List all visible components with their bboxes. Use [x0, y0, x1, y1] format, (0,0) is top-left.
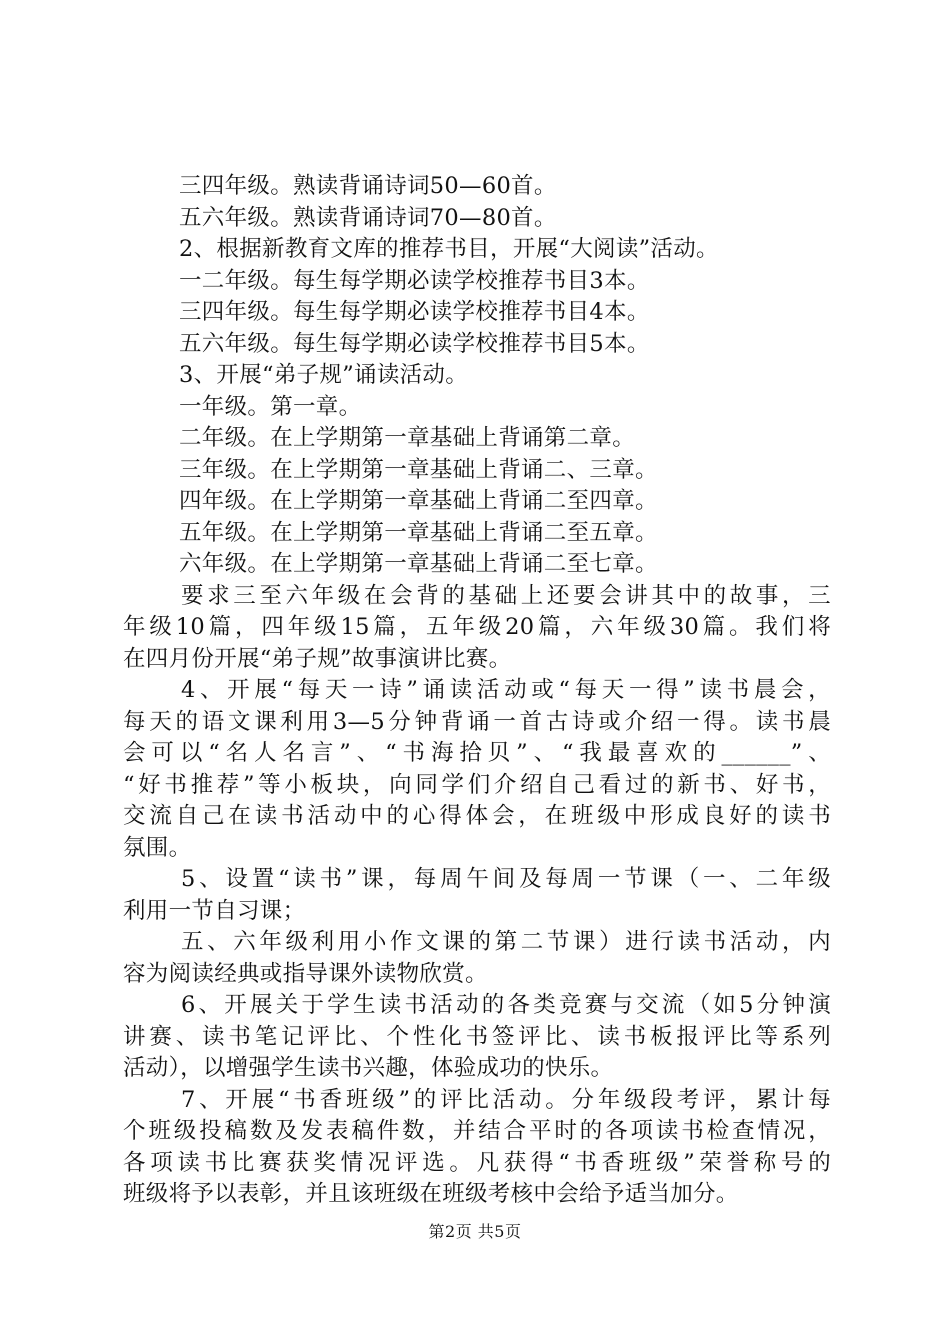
text-line: 六年级。在上学期第一章基础上背诵二至七章。: [179, 551, 658, 577]
text-line: 一年级。第一章。: [179, 393, 362, 420]
text-line: 每天的语文课利用3—5分钟背诵一首古诗或介绍一得。读书晨: [123, 708, 831, 735]
text-line: 五六年级。熟读背诵诗词70—80首。: [179, 204, 557, 231]
text-line: 讲赛、读书笔记评比、个性化书签评比、读书板报评比等系列: [123, 1023, 831, 1050]
text-line: 在四月份开展“弟子规”故事演讲比赛。: [123, 645, 512, 672]
text-line: 4、开展“每天一诗”诵读活动或“每天一得”读书晨会，: [181, 677, 831, 703]
text-line: 6、开展关于学生读书活动的各类竞赛与交流（如5分钟演: [181, 992, 831, 1018]
document-body: [123, 171, 831, 1211]
text-line: 二年级。在上学期第一章基础上背诵第二章。: [179, 425, 636, 451]
text-line: 一二年级。每生每学期必读学校推荐书目3本。: [179, 267, 650, 294]
text-line: 2、根据新教育文库的推荐书目，开展“大阅读”活动。: [179, 236, 719, 262]
text-line: 五六年级。每生每学期必读学校推荐书目5本。: [179, 330, 650, 357]
text-line: 四年级。在上学期第一章基础上背诵二至四章。: [179, 488, 658, 514]
text-line: 会可以“名人名言”、“书海拾贝”、“我最喜欢的______”、: [123, 740, 831, 766]
text-line: 5、设置“读书”课，每周午间及每周一节课（一、二年级: [181, 866, 831, 892]
text-line: 7、开展“书香班级”的评比活动。分年级段考评，累计每: [181, 1086, 831, 1113]
text-line: 活动），以增强学生读书兴趣，体验成功的快乐。: [123, 1055, 614, 1081]
text-line: 氛围。: [123, 834, 192, 861]
text-line: 各项读书比赛获奖情况评选。凡获得“书香班级”荣誉称号的: [123, 1149, 831, 1176]
text-line: 容为阅读经典或指导课外读物欣赏。: [123, 960, 488, 987]
text-line: 五年级。在上学期第一章基础上背诵二至五章。: [179, 519, 658, 546]
text-line: 五、六年级利用小作文课的第二节课）进行读书活动，内: [181, 929, 831, 955]
text-line: 利用一节自习课；: [123, 897, 306, 924]
text-line: 个班级投稿数及发表稿件数，并结合平时的各项读书检查情况，: [123, 1118, 831, 1144]
text-line: 班级将予以表彰，并且该班级在班级考核中会给予适当加分。: [123, 1181, 739, 1207]
text-line: 年级10篇，四年级15篇，五年级20篇，六年级30篇。我们将: [123, 614, 831, 640]
text-line: “好书推荐”等小板块，向同学们介绍自己看过的新书、好书，: [123, 771, 831, 798]
text-line: 三年级。在上学期第一章基础上背诵二、三章。: [179, 456, 658, 483]
text-line: 3、开展“弟子规”诵读活动。: [179, 362, 469, 388]
page-number-footer: 第2页 共5页: [428, 1222, 522, 1241]
text-line: 交流自己在读书活动中的心得体会，在班级中形成良好的读书: [123, 803, 831, 829]
text-line: 要求三至六年级在会背的基础上还要会讲其中的故事，三: [181, 582, 831, 609]
text-line: 三四年级。熟读背诵诗词50—60首。: [179, 173, 557, 199]
text-line: 三四年级。每生每学期必读学校推荐书目4本。: [179, 299, 650, 325]
